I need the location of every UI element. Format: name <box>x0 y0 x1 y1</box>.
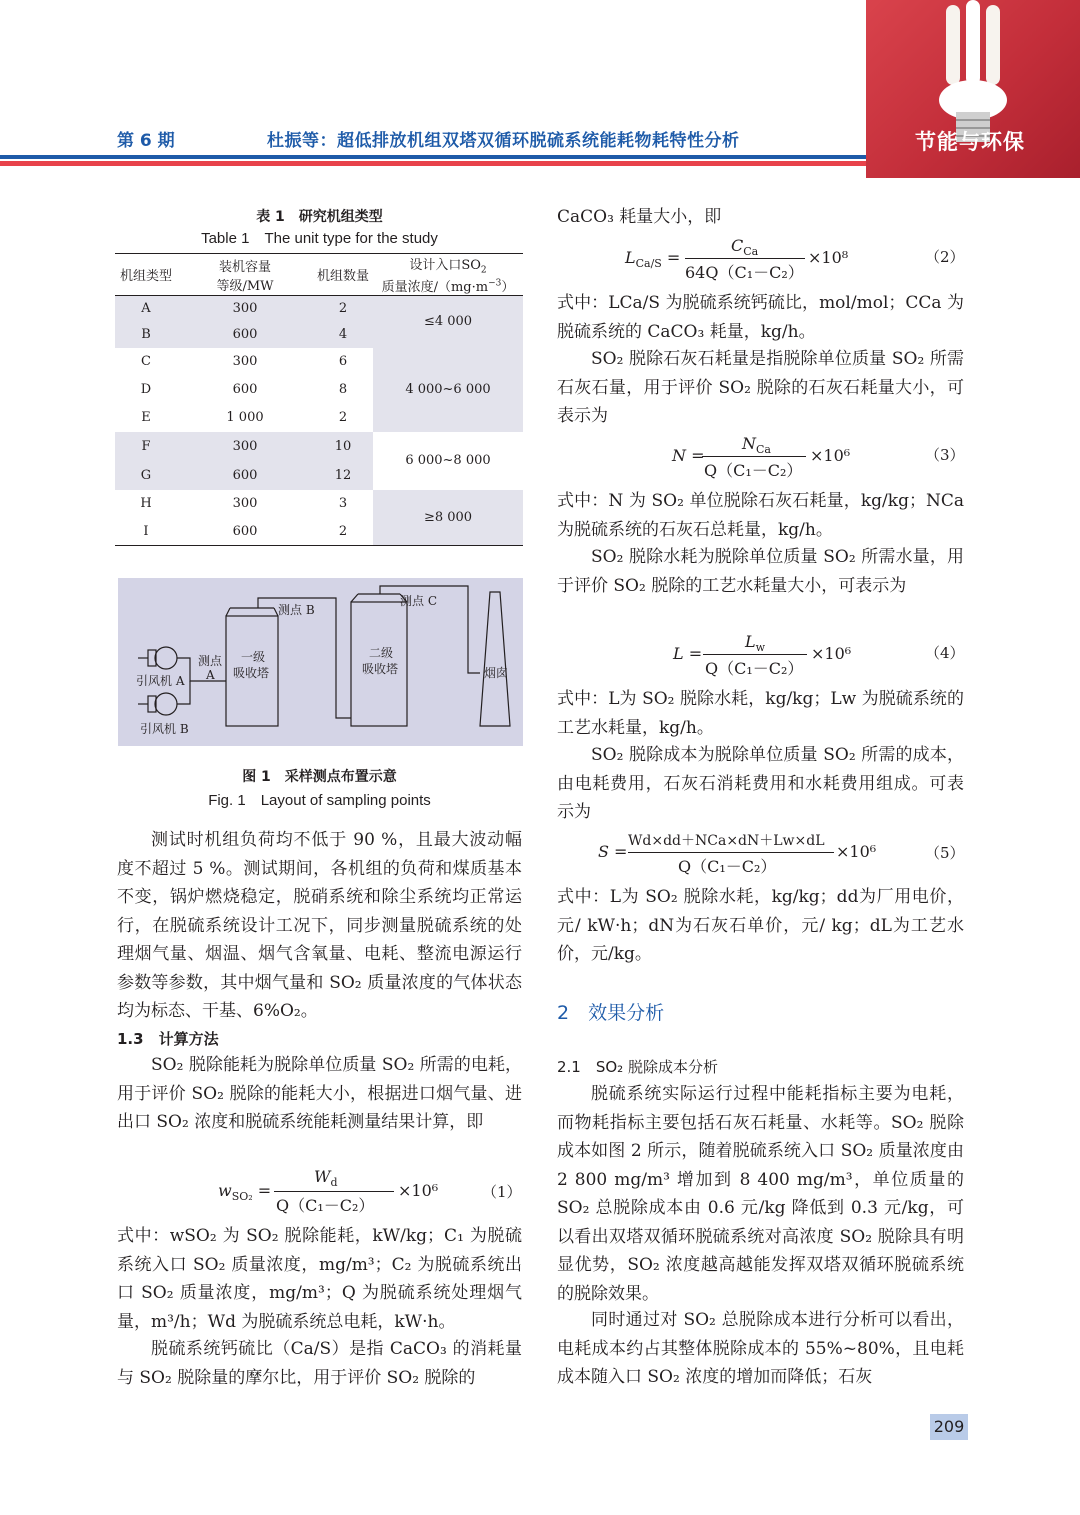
fan-b-label: 引风机 B <box>140 722 189 736</box>
paragraph-eq3-symbols: 式中：N 为 SO₂ 单位脱除石灰石耗量，kg/kg；NCa 为脱硫系统的石灰石总耗量，kg/h。 <box>557 491 964 540</box>
eq1-num-sub: d <box>330 1176 338 1190</box>
cell: 2 <box>338 301 348 317</box>
cell: F <box>141 438 151 454</box>
group-cell: ≤4 000 <box>373 296 523 348</box>
cell: 3 <box>338 496 348 511</box>
cell: B <box>141 327 151 342</box>
section-2-1-heading: 2.1 SO₂ 脱除成本分析 <box>557 1058 718 1076</box>
col-header-type: 机组类型 <box>119 269 172 284</box>
paragraph-energy-consumption: SO₂ 脱除能耗为脱除单位质量 SO₂ 所需的电耗，用于评价 SO₂ 脱除的能耗大小，根据进口烟气量、进出口 SO₂ 浓度和脱硫系统能耗测量结果计算，即 <box>117 1055 522 1132</box>
table1-caption-en: Table 1 The unit type for the study <box>201 230 438 247</box>
figure1-caption-cn: 图 1 采样测点布置示意 <box>242 769 397 785</box>
cell: 8 <box>338 382 348 397</box>
figure1-diagram <box>118 578 523 746</box>
running-title: 杜振等：超低排放机组双塔双循环脱硫系统能耗物耗特性分析 <box>267 131 740 151</box>
paragraph-cost: SO₂ 脱除成本为脱除单位质量 SO₂ 所需的成本，由电耗费用，石灰石消耗费用和水耗费用组成。可表示为 <box>557 745 964 822</box>
eq2-num: C <box>731 236 744 255</box>
eq1-num: W <box>314 1167 331 1186</box>
eq1-den: Q（C₁－C₂） <box>276 1196 375 1215</box>
eq3-num: N <box>742 434 756 453</box>
point-b-label: 测点 B <box>278 603 315 617</box>
point-c-label: 测点 C <box>400 594 437 608</box>
tower1-label-a: 一级 <box>241 650 266 664</box>
eq1-lhs: w <box>218 1181 232 1200</box>
cell: 4 <box>338 327 348 342</box>
paragraph-eq1-symbols: 式中：wSO₂ 为 SO₂ 脱除能耗，kW/kg；C₁ 为脱硫系统入口 SO₂ 质量浓度，mg/m³；C₂ 为脱硫系统出口 SO₂ 质量浓度，mg/m³；Q 为脱硫系统处理烟气量，m³/h；Wd 为脱硫系统总电耗，kW·h。 <box>117 1226 522 1332</box>
eq2-factor: ×10⁸ <box>808 248 849 267</box>
cell: 6 <box>338 354 348 369</box>
equation-3-number: （3） <box>925 446 965 464</box>
eq2-den: 64Q（C₁－C₂） <box>685 263 804 282</box>
cell: 600 <box>232 467 258 483</box>
header-rule-red <box>0 161 866 166</box>
section-1-3-heading: 1.3 计算方法 <box>117 1030 219 1048</box>
eq4-factor: ×10⁶ <box>811 644 852 663</box>
eq5-factor: ×10⁶ <box>836 842 877 861</box>
col-header-so2: 设计入口$SO_2$ 质量浓度$/(mg\cdot m^{-3})$ <box>381 258 515 295</box>
cell: E <box>141 410 151 425</box>
table1-caption-cn: 表 1 研究机组类型 <box>256 209 383 225</box>
cell: 300 <box>232 354 258 369</box>
chimney-label: 烟囱 <box>484 666 509 680</box>
group-cell: 4 000~6 000 <box>373 348 523 432</box>
eq3-factor: ×10⁶ <box>810 446 851 465</box>
issue-number: 第 6 期 <box>117 131 175 151</box>
eq5-lhs: S <box>598 842 609 861</box>
cell: 600 <box>232 327 258 342</box>
point-a-label: 测点 <box>198 654 223 668</box>
cell: 300 <box>232 438 258 454</box>
cell: 600 <box>232 382 258 397</box>
eq3-num-sub: Ca <box>756 443 771 457</box>
table-row <box>115 348 523 376</box>
table-row <box>115 296 523 322</box>
journal-name: 节能与环保 <box>915 130 1025 154</box>
table-row <box>115 490 523 518</box>
cell: H <box>140 496 152 511</box>
eq2-lhs: L <box>625 248 636 267</box>
eq5-num: Wd×dd＋NCa×dN＋Lw×dL <box>628 833 825 849</box>
paragraph-eq2-symbols: 式中：LCa/S 为脱硫系统钙硫比，mol/mol；CCa 为脱硫系统的 CaCO₃ 耗量，kg/h。 <box>557 293 964 342</box>
eq2-lhs-sub: Ca/S <box>635 257 662 271</box>
page-number: 209 <box>930 1414 968 1440</box>
paragraph-eq5-symbols: 式中：L为 SO₂ 脱除水耗，kg/kg；dd为厂用电价，元/ kW·h；dN为石灰石单价，元/ kg；dL为工艺水价，元/kg。 <box>557 887 964 964</box>
table1-grid <box>115 253 523 546</box>
cell: D <box>140 382 152 397</box>
cell: 2 <box>338 523 348 539</box>
cell: 300 <box>232 496 258 511</box>
tower2-label-a: 二级 <box>369 646 394 660</box>
cell: 600 <box>232 523 258 539</box>
cell: G <box>140 467 152 483</box>
eq4-num: L <box>745 632 756 651</box>
table-row <box>115 432 523 461</box>
paragraph-cost-analysis: 脱硫系统实际运行过程中能耗指标主要为电耗，而物耗指标主要包括石灰石耗量、水耗等。SO₂ 脱除成本如图 2 所示，随着脱硫系统入口 SO₂ 质量浓度由 2 800 mg/m³ 增加到 8 400 mg/m³，单位质量的 SO₂ 总脱除成本由 0.6 元/kg 降低到 0.3 元/kg，可以看出双塔双循环脱硫系统对高浓度 SO₂ 脱除具有明显优势，SO₂ 浓度越高越能发挥双塔双循环脱硫系统的脱除效果。 <box>557 1084 964 1304</box>
eq3-den: Q（C₁－C₂） <box>704 461 803 480</box>
cell: A <box>141 301 151 317</box>
paragraph-caco3: CaCO₃ 耗量大小，即 <box>557 207 722 227</box>
equation-4-number: （4） <box>925 644 965 662</box>
equation-2-number: （2） <box>925 248 965 266</box>
section-2-heading: 2 效果分析 <box>557 1002 665 1024</box>
paragraph-limestone: SO₂ 脱除石灰石耗量是指脱除单位质量 SO₂ 所需石灰石量，用于评价 SO₂ 脱除的石灰石耗量大小，可表示为 <box>557 349 964 426</box>
equation-1-number: （1） <box>482 1183 522 1201</box>
figure1-caption-en: Fig. 1 Layout of sampling points <box>208 792 431 809</box>
eq4-num-sub: w <box>755 641 766 655</box>
eq1-factor: ×10⁶ <box>398 1181 439 1200</box>
table-header-row <box>115 254 523 296</box>
cell: 12 <box>334 467 352 483</box>
eq4-lhs: L <box>673 644 684 663</box>
paragraph-water: SO₂ 脱除水耗为脱除单位质量 SO₂ 所需水量，用于评价 SO₂ 脱除的工艺水耗量大小，可表示为 <box>557 547 964 596</box>
paragraph-test-conditions: 测试时机组负荷均不低于 90 %，且最大波动幅度不超过 5 %。测试期间，各机组的负荷和煤质基本不变，锅炉燃烧稳定，脱硝系统和除尘系统均正常运行，在脱硫系统设计工况下，同步测量脱硫系统的处理烟气量、烟温、烟气含氧量、电耗、整流电源运行参数等参数，其中烟气量和 SO₂ 质量浓度的气体状态均为标态、干基、6%O₂。 <box>117 830 522 1021</box>
eq1-lhs-sub: SO₂ <box>231 1190 253 1204</box>
cell: I <box>143 523 149 539</box>
paragraph-cost-breakdown: 同时通过对 SO₂ 总脱除成本进行分析可以看出，电耗成本约占其整体脱除成本的 55%~80%，且电耗成本随入口 SO₂ 浓度的增加而降低；石灰 <box>557 1310 964 1387</box>
equation-5-number: （5） <box>925 844 965 862</box>
cell: C <box>141 354 151 369</box>
cell: 10 <box>334 438 352 454</box>
cell: 1 000 <box>226 410 264 425</box>
header-rule-blue <box>0 155 866 159</box>
table1 <box>115 253 523 546</box>
paragraph-ca-s-ratio: 脱硫系统钙硫比（Ca/S）是指 CaCO₃ 的消耗量与 SO₂ 脱除量的摩尔比，用于评价 SO₂ 脱除的 <box>117 1339 522 1388</box>
eq2-num-sub: Ca <box>743 245 759 259</box>
tower2-label-b: 吸收塔 <box>362 662 399 676</box>
group-cell: 6 000~8 000 <box>373 432 523 490</box>
col-header-count: 机组数量 <box>316 269 369 284</box>
eq4-den: Q（C₁－C₂） <box>705 659 804 678</box>
paragraph-eq4-symbols: 式中：L为 SO₂ 脱除水耗，kg/kg；Lw 为脱硫系统的工艺水耗量，kg/h。 <box>557 689 964 738</box>
col-header-capacity: 装机容量 等级/MW <box>216 259 274 294</box>
eq5-den: Q（C₁－C₂） <box>678 857 777 876</box>
group-cell: ≥8 000 <box>373 490 523 546</box>
fan-a-label: 引风机 A <box>136 674 185 688</box>
cell: 300 <box>232 301 258 317</box>
cell: 2 <box>338 410 348 425</box>
point-a-letter: A <box>206 668 215 682</box>
eq3-lhs: N <box>672 446 686 465</box>
tower1-label-b: 吸收塔 <box>233 666 270 680</box>
